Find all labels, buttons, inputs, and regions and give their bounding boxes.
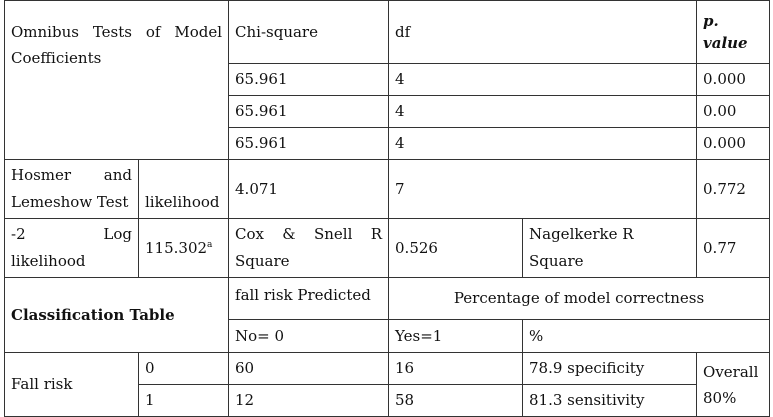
- omnibus-chi: 65.961: [229, 64, 389, 96]
- fall-risk-yes: 16: [389, 353, 523, 385]
- hosmer-chi: 4.071: [229, 160, 389, 219]
- omnibus-chi: 65.961: [229, 96, 389, 128]
- omnibus-df: 4: [389, 96, 697, 128]
- overall-label: Overall: [703, 362, 759, 381]
- fall-risk-pct: 78.9 specificity: [523, 353, 697, 385]
- loglik-value: [139, 219, 229, 278]
- cox-snell-label-line2: Square: [235, 252, 290, 270]
- cox-snell-label-line1: Cox & Snell R: [235, 225, 383, 243]
- df-header: df: [389, 1, 697, 64]
- no-label: No= 0: [229, 320, 389, 353]
- p-value-header: [697, 1, 770, 64]
- fall-risk-no: 12: [229, 385, 389, 417]
- hosmer-label-line2: Lemeshow Test: [11, 193, 129, 211]
- omnibus-df: 4: [389, 64, 697, 96]
- p-value-header-line1: p.: [703, 12, 719, 30]
- percentage-header: Percentage of model correctness: [389, 278, 770, 320]
- fall-risk-label: Fall risk: [5, 353, 139, 417]
- hosmer-row: [5, 160, 770, 219]
- loglik-footnote-mark: a: [207, 239, 213, 250]
- fall-risk-pct: 81.3 sensitivity: [523, 385, 697, 417]
- omnibus-chi: 65.961: [229, 128, 389, 160]
- hosmer-label: [5, 160, 139, 219]
- classification-title: Classification Table: [5, 278, 229, 353]
- percent-label: %: [523, 320, 770, 353]
- hosmer-p: 0.772: [697, 160, 770, 219]
- predicted-header: fall risk Predicted: [229, 278, 389, 320]
- loglik-value-number: 115.302: [145, 238, 208, 257]
- overall-value: 80%: [703, 388, 737, 407]
- loglik-label-line2: likelihood: [11, 252, 86, 270]
- hosmer-label-line1: Hosmer and: [11, 166, 132, 184]
- p-value-header-line2: value: [703, 34, 748, 52]
- classification-header-row: [5, 278, 770, 320]
- omnibus-df: 4: [389, 128, 697, 160]
- loglik-label-line1: -2 Log: [11, 225, 132, 243]
- hosmer-sublabel: likelihood: [139, 160, 229, 219]
- cox-snell-label: [229, 219, 389, 278]
- hosmer-df: 7: [389, 160, 697, 219]
- omnibus-header-row: [5, 1, 770, 64]
- fall-risk-class: 0: [139, 353, 229, 385]
- omnibus-p: 0.000: [697, 64, 770, 96]
- omnibus-label: Omnibus Tests of Model Coefficients: [5, 1, 229, 160]
- nagelkerke-value: 0.77: [697, 219, 770, 278]
- fall-risk-row: [5, 353, 770, 385]
- statistics-table: [4, 0, 770, 417]
- loglik-label: [5, 219, 139, 278]
- omnibus-p: 0.00: [697, 96, 770, 128]
- cox-snell-value: 0.526: [389, 219, 523, 278]
- yes-label: Yes=1: [389, 320, 523, 353]
- fall-risk-yes: 58: [389, 385, 523, 417]
- loglik-row: [5, 219, 770, 278]
- omnibus-p: 0.000: [697, 128, 770, 160]
- chi-square-header: Chi-square: [229, 1, 389, 64]
- nagelkerke-label: Nagelkerke R Square: [523, 219, 697, 278]
- fall-risk-class: 1: [139, 385, 229, 417]
- fall-risk-no: 60: [229, 353, 389, 385]
- overall-cell: [697, 353, 770, 417]
